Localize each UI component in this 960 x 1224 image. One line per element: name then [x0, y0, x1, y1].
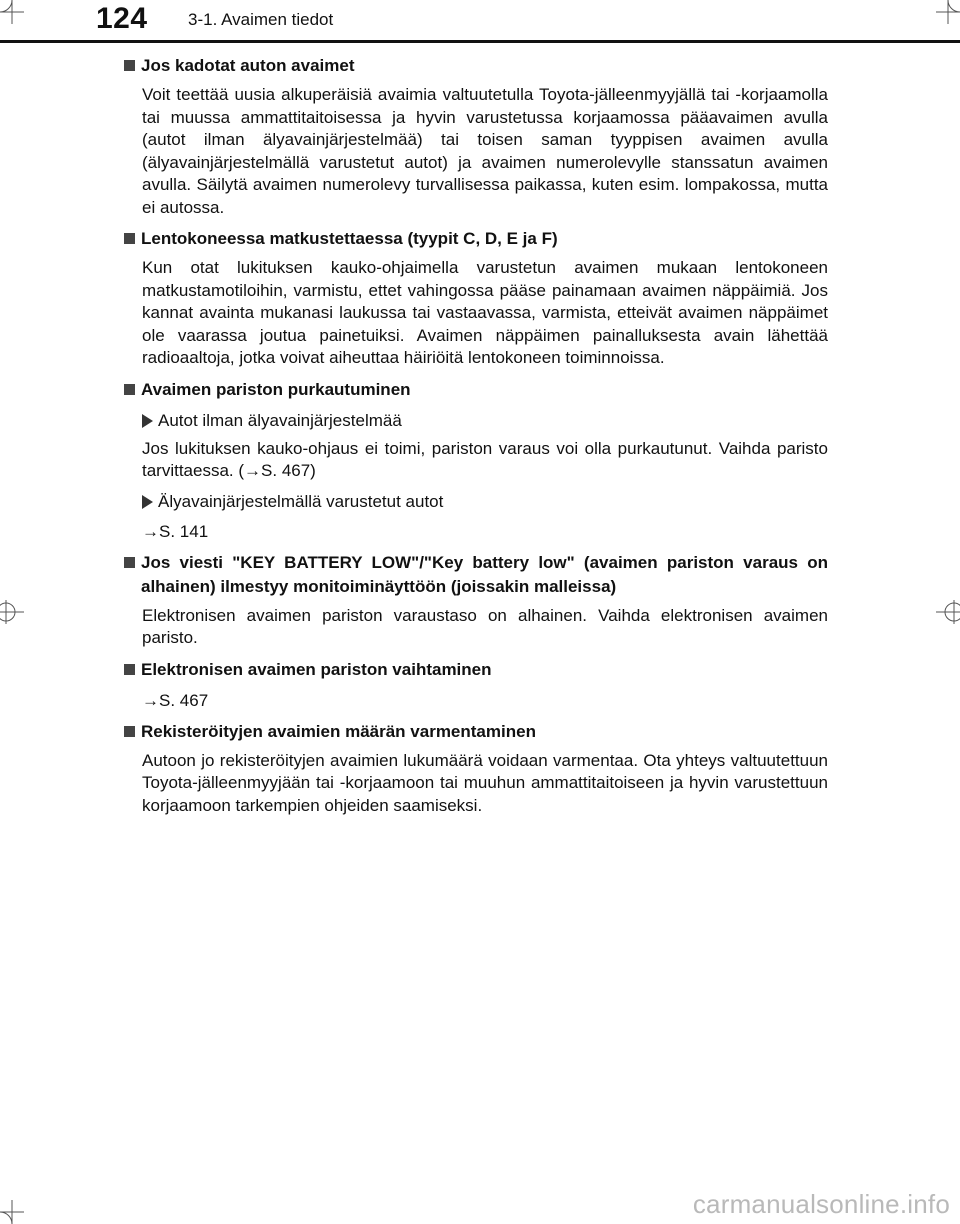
paragraph: Kun otat lukituksen kauko-ohjaimella varustetun avaimen mukaan lentokoneen matkustamotiloihin, varmistu, ettet vahingossa pääse painamaan avaimen näppäimiä. Jos kannat avainta mukanasi laukussa tai vastaavassa, varmista, etteivät avaimen näppäimet ole vaarassa joutua painetuiksi. Avaimen näppäimen painalluksesta avain lähettää radioaaltoja, jotka voivat aiheuttaa häiriöitä lentokoneen toiminnoissa.	[142, 258, 828, 367]
heading-text: Lentokoneessa matkustettaessa (tyypit C, D, E ja F)	[141, 229, 558, 248]
paragraph: Elektronisen avaimen pariston varaustaso on alhainen. Vaihda elektronisen avaimen paristo.	[142, 605, 828, 647]
square-bullet-icon	[124, 664, 135, 675]
page-reference: →S. 141	[142, 521, 209, 541]
crop-mark-icon	[936, 0, 960, 24]
square-bullet-icon	[124, 60, 135, 71]
section-heading	[124, 720, 828, 744]
heading-text: Jos kadotat auton avaimet	[141, 56, 355, 75]
section-airplane	[124, 227, 828, 370]
section-lost-keys	[124, 54, 828, 219]
subheading	[142, 491, 828, 513]
crop-mark-icon	[0, 600, 24, 624]
section-heading	[124, 54, 828, 78]
heading-text: Elektronisen avaimen pariston vaihtaminen	[141, 659, 492, 679]
section-key-battery-low	[124, 551, 828, 650]
section-heading	[124, 378, 828, 402]
square-bullet-icon	[124, 233, 135, 244]
section-heading	[124, 551, 828, 599]
section-heading	[124, 658, 828, 682]
section-registered-keys	[124, 720, 828, 818]
section-heading	[124, 227, 828, 251]
paragraph: Autoon jo rekisteröityjen avaimien lukumäärä voidaan varmentaa. Ota yhteys valtuutettuun Toyota-jälleenmyyjään tai -korjaamoon tai muuhun ammattitaitoiseen ja hyvin varustettuun korjaamoon tarkempien ohjeiden saamiseksi.	[142, 750, 828, 815]
heading-text: Avaimen pariston purkautuminen	[141, 379, 411, 399]
triangle-bullet-icon	[142, 495, 153, 509]
heading-text: Rekisteröityjen avaimien määrän varmentaminen	[141, 721, 536, 741]
page-content	[124, 54, 828, 817]
page-number: 124	[96, 2, 148, 35]
subheading	[142, 410, 828, 432]
triangle-bullet-icon	[142, 414, 153, 428]
square-bullet-icon	[124, 557, 135, 568]
page-reference: →S. 467	[142, 690, 209, 710]
section-battery-depletion	[124, 378, 828, 543]
crop-mark-icon	[936, 600, 960, 624]
crop-mark-icon	[0, 0, 24, 24]
section-battery-replacement	[124, 658, 828, 712]
square-bullet-icon	[124, 384, 135, 395]
section-title: 3-1. Avaimen tiedot	[188, 10, 334, 29]
paragraph: Jos lukituksen kauko-ohjaus ei toimi, pariston varaus voi olla purkautunut. Vaihda paristo tarvittaessa. (→S. 467)	[142, 438, 828, 480]
header-rule	[0, 40, 960, 43]
square-bullet-icon	[124, 726, 135, 737]
watermark: carmanualsonline.info	[692, 1189, 950, 1219]
subheading-text: Älyavainjärjestelmällä varustetut autot	[158, 491, 444, 511]
subheading-text: Autot ilman älyavainjärjestelmää	[158, 410, 402, 430]
paragraph: Voit teettää uusia alkuperäisiä avaimia valtuutetulla Toyota-jälleenmyyjällä tai -korjaamolla tai muussa ammattitaitoisessa ja hyvin varustetussa korjaamossa pääavaimen avulla (autot ilman älyavainjärjestelmää) tai toisen saman tyyppisen avaimen avulla (älyavainjärjestelmällä varustetut autot) ja avaimen numerolevylle stanssatun avaimen avulla. Säilytä avaimen numerolevy turvallisessa paikassa, kuten esim. lompakossa, mutta ei autossa.	[142, 85, 828, 217]
heading-text: Jos viesti "KEY BATTERY LOW"/"Key battery low" (avaimen pariston varaus on alhainen) ilmestyy monitoiminäyttöön (joissakin malleissa)	[141, 552, 828, 596]
page-header	[0, 0, 960, 44]
crop-mark-icon	[0, 1200, 24, 1224]
